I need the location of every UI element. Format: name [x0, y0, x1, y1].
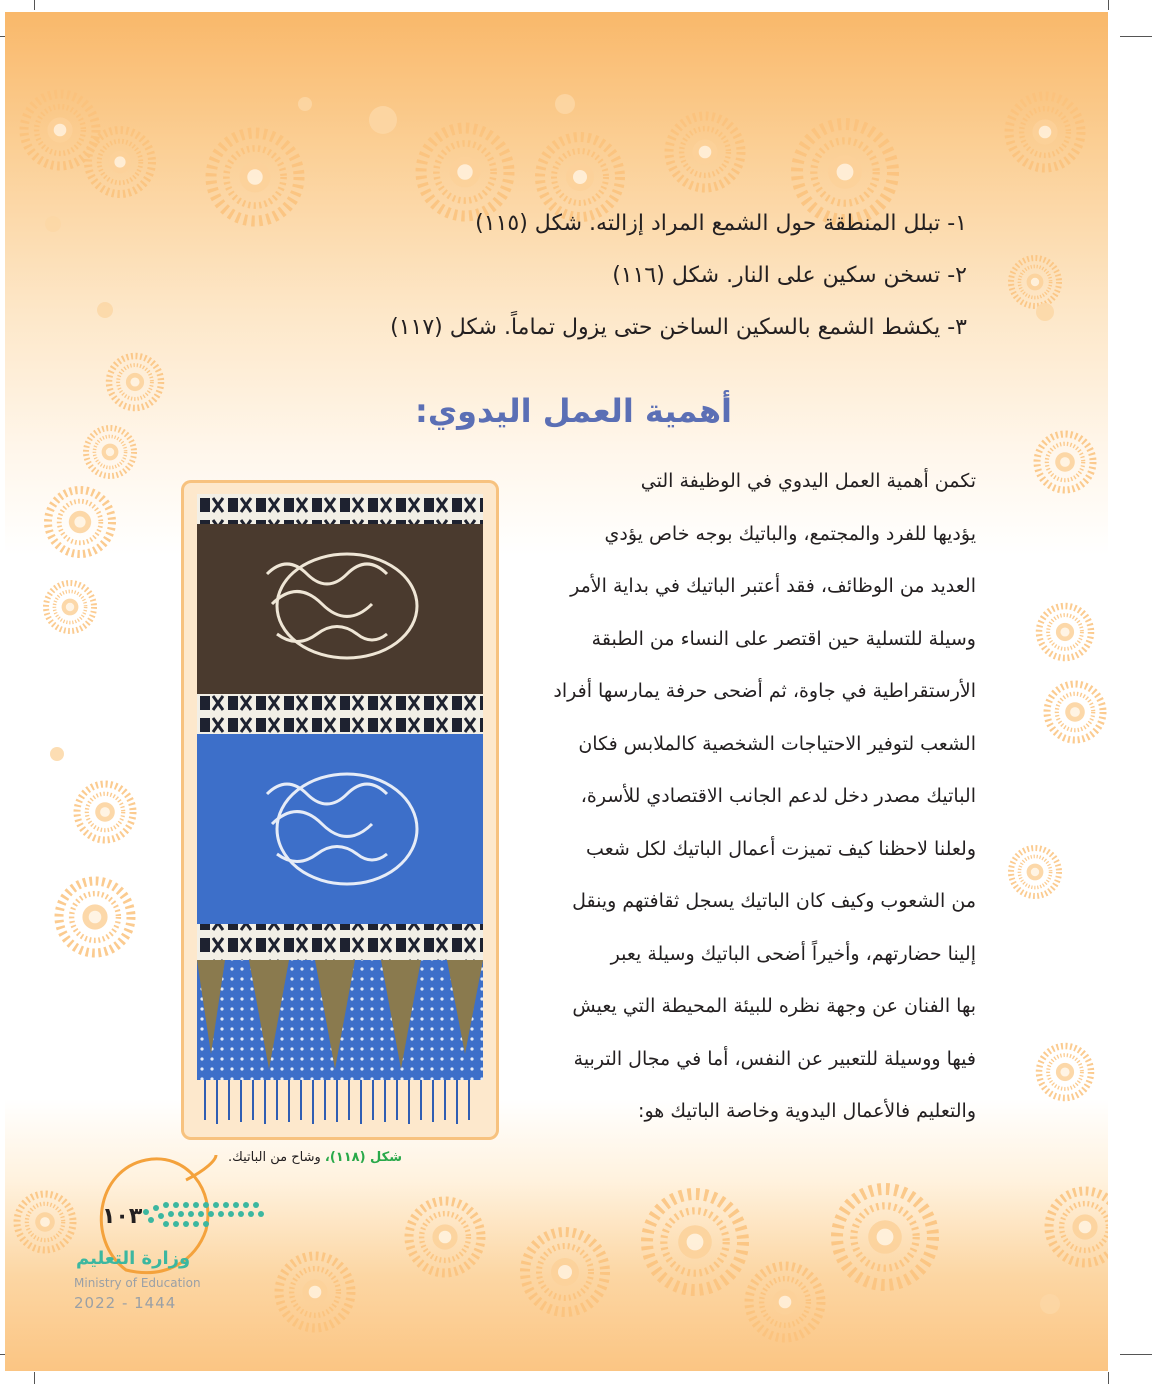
body-line: يؤديها للفرد والمجتمع، والباتيك بوجه خاص يؤدي [604, 522, 976, 545]
ministry-name-arabic: وزارة التعليم [76, 1248, 191, 1269]
step-3: ٣- يكشط الشمع بالسكين الساخن حتى يزول تماماً. شكل (١١٧) [390, 315, 967, 340]
page-number: ١٠٣ [102, 1204, 143, 1229]
batik-scarf-image [197, 494, 483, 1126]
section-title: أهمية العمل اليدوي: [415, 392, 732, 430]
procedure-steps [147, 198, 967, 354]
body-line: بها الفنان عن وجهة نظره للبيئة المحيطة التي يعيش [572, 995, 976, 1017]
academic-year: 2022 - 1444 [74, 1294, 177, 1312]
body-line: الشعب لتوفير الاحتياجات الشخصية كالملابس فكان [578, 732, 976, 755]
body-line: من الشعوب وكيف كان الباتيك يسجل ثقافتهم وينقل [572, 890, 976, 912]
body-paragraph [506, 455, 976, 1138]
figure-caption-text: وشاح من الباتيك. [228, 1150, 325, 1165]
step-1: ١- تبلل المنطقة حول الشمع المراد إزالته. شكل (١١٥) [475, 211, 967, 236]
step-2: ٢- تسخن سكين على النار. شكل (١١٦) [612, 263, 967, 288]
body-line: فيها ووسيلة للتعبير عن النفس، أما في مجال التربية [573, 1047, 976, 1070]
body-line: وسيلة للتسلية حين اقتصر على النساء من الطبقة [591, 627, 976, 650]
ministry-name-english: Ministry of Education [74, 1276, 201, 1290]
body-line: تكمن أهمية العمل اليدوي في الوظيفة التي [640, 470, 976, 492]
figure-label: شكل (١١٨)، [324, 1150, 402, 1165]
body-line: إلينا حضارتهم، وأخيراً أضحى الباتيك وسيلة يعبر [610, 942, 976, 965]
body-line: ولعلنا لاحظنا كيف تميزت أعمال الباتيك لكل شعب [586, 837, 976, 860]
body-line: والتعليم فالأعمال اليدوية وخاصة الباتيك هو: [638, 1100, 976, 1122]
body-line: الأرستقراطية في جاوة، ثم أضحى حرفة يمارسها أفراد [553, 680, 976, 702]
body-line: الباتيك مصدر دخل لدعم الجانب الاقتصادي للأسرة، [580, 785, 976, 807]
body-line: العديد من الوظائف، فقد أعتبر الباتيك في بداية الأمر [570, 575, 976, 597]
